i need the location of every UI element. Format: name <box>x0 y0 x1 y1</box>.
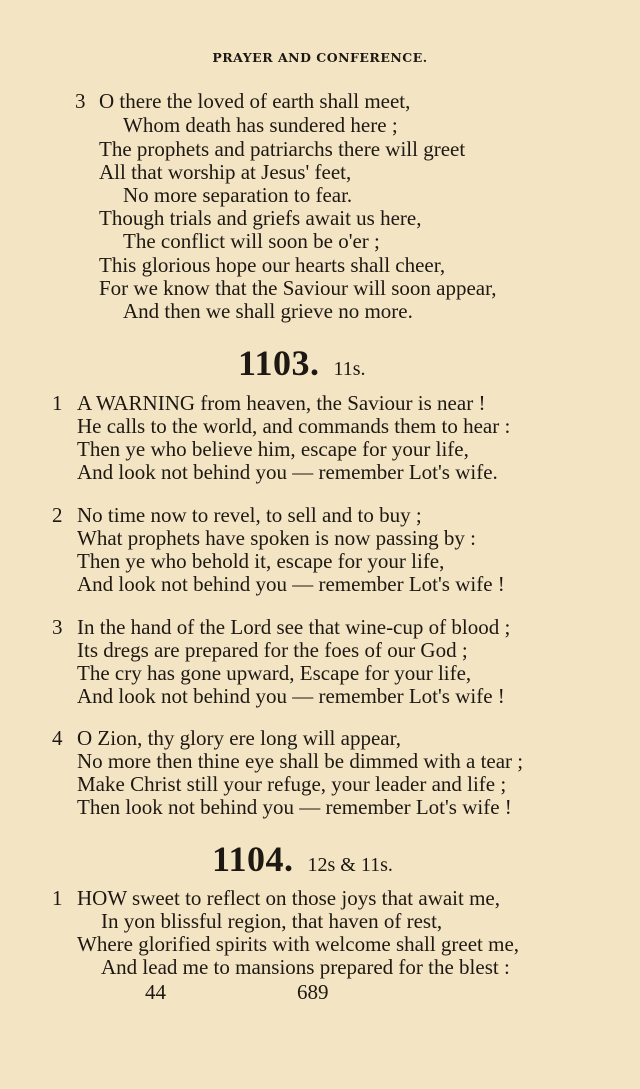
stanza-number: 4 <box>52 726 63 750</box>
hymn-title <box>238 342 366 384</box>
verse-line: In yon blissful region, that haven of rest, <box>101 909 443 933</box>
verse-line: The prophets and patriarchs there will greet <box>99 137 466 161</box>
running-header: PRAYER AND CONFERENCE. <box>212 50 428 65</box>
signature-mark: 44 <box>145 980 166 1004</box>
verse-line: No more separation to fear. <box>123 183 353 207</box>
verse-line: He calls to the world, and commands them to hear : <box>77 414 511 438</box>
verse-line: HOW sweet to reflect on those joys that await me, <box>77 886 500 910</box>
hymn-meter: 12s & 11s. <box>307 854 393 876</box>
verse-line: All that worship at Jesus' feet, <box>99 160 352 184</box>
verse-line: Then ye who behold it, escape for your life, <box>77 549 445 573</box>
verse-line: The conflict will soon be o'er ; <box>123 229 380 253</box>
verse-line: The cry has gone upward, Escape for your life, <box>77 661 472 685</box>
hymn-number: 1104. <box>212 839 294 879</box>
verse-line: Its dregs are prepared for the foes of our God ; <box>77 638 468 662</box>
verse-line: O Zion, thy glory ere long will appear, <box>77 726 401 750</box>
verse-line: Where glorified spirits with welcome shall greet me, <box>77 932 520 956</box>
stanza-number: 3 <box>52 615 63 639</box>
verse-line: No time now to revel, to sell and to buy ; <box>77 503 422 527</box>
verse-line: And look not behind you — remember Lot's wife ! <box>77 572 505 596</box>
stanza-number: 2 <box>52 503 63 527</box>
verse-line: And lead me to mansions prepared for the blest : <box>101 955 510 979</box>
verse-line: Whom death has sundered here ; <box>123 113 398 137</box>
verse-line: And then we shall grieve no more. <box>123 299 413 323</box>
hymn-number: 1103. <box>238 343 320 383</box>
verse-line: And look not behind you — remember Lot's wife. <box>77 460 498 484</box>
verse-line: In the hand of the Lord see that wine-cup of blood ; <box>77 615 511 639</box>
verse-line: For we know that the Saviour will soon appear, <box>99 276 497 300</box>
verse-line: What prophets have spoken is now passing by : <box>77 526 476 550</box>
stanza-number: 3 <box>75 89 86 113</box>
verse-line: O there the loved of earth shall meet, <box>99 89 411 113</box>
hymn-title <box>212 838 393 880</box>
hymn-meter: 11s. <box>333 358 366 380</box>
stanza-number: 1 <box>52 391 63 415</box>
verse-line: Then ye who believe him, escape for your life, <box>77 437 469 461</box>
verse-line: No more then thine eye shall be dimmed with a tear ; <box>77 749 524 773</box>
stanza-number: 1 <box>52 886 63 910</box>
verse-line: A WARNING from heaven, the Saviour is near ! <box>77 391 486 415</box>
page-number: 689 <box>297 980 329 1004</box>
verse-line: And look not behind you — remember Lot's wife ! <box>77 684 505 708</box>
verse-line: Then look not behind you — remember Lot's wife ! <box>77 795 512 819</box>
verse-line: Though trials and griefs await us here, <box>99 206 422 230</box>
verse-line: This glorious hope our hearts shall cheer, <box>99 253 446 277</box>
verse-line: Make Christ still your refuge, your leader and life ; <box>77 772 507 796</box>
